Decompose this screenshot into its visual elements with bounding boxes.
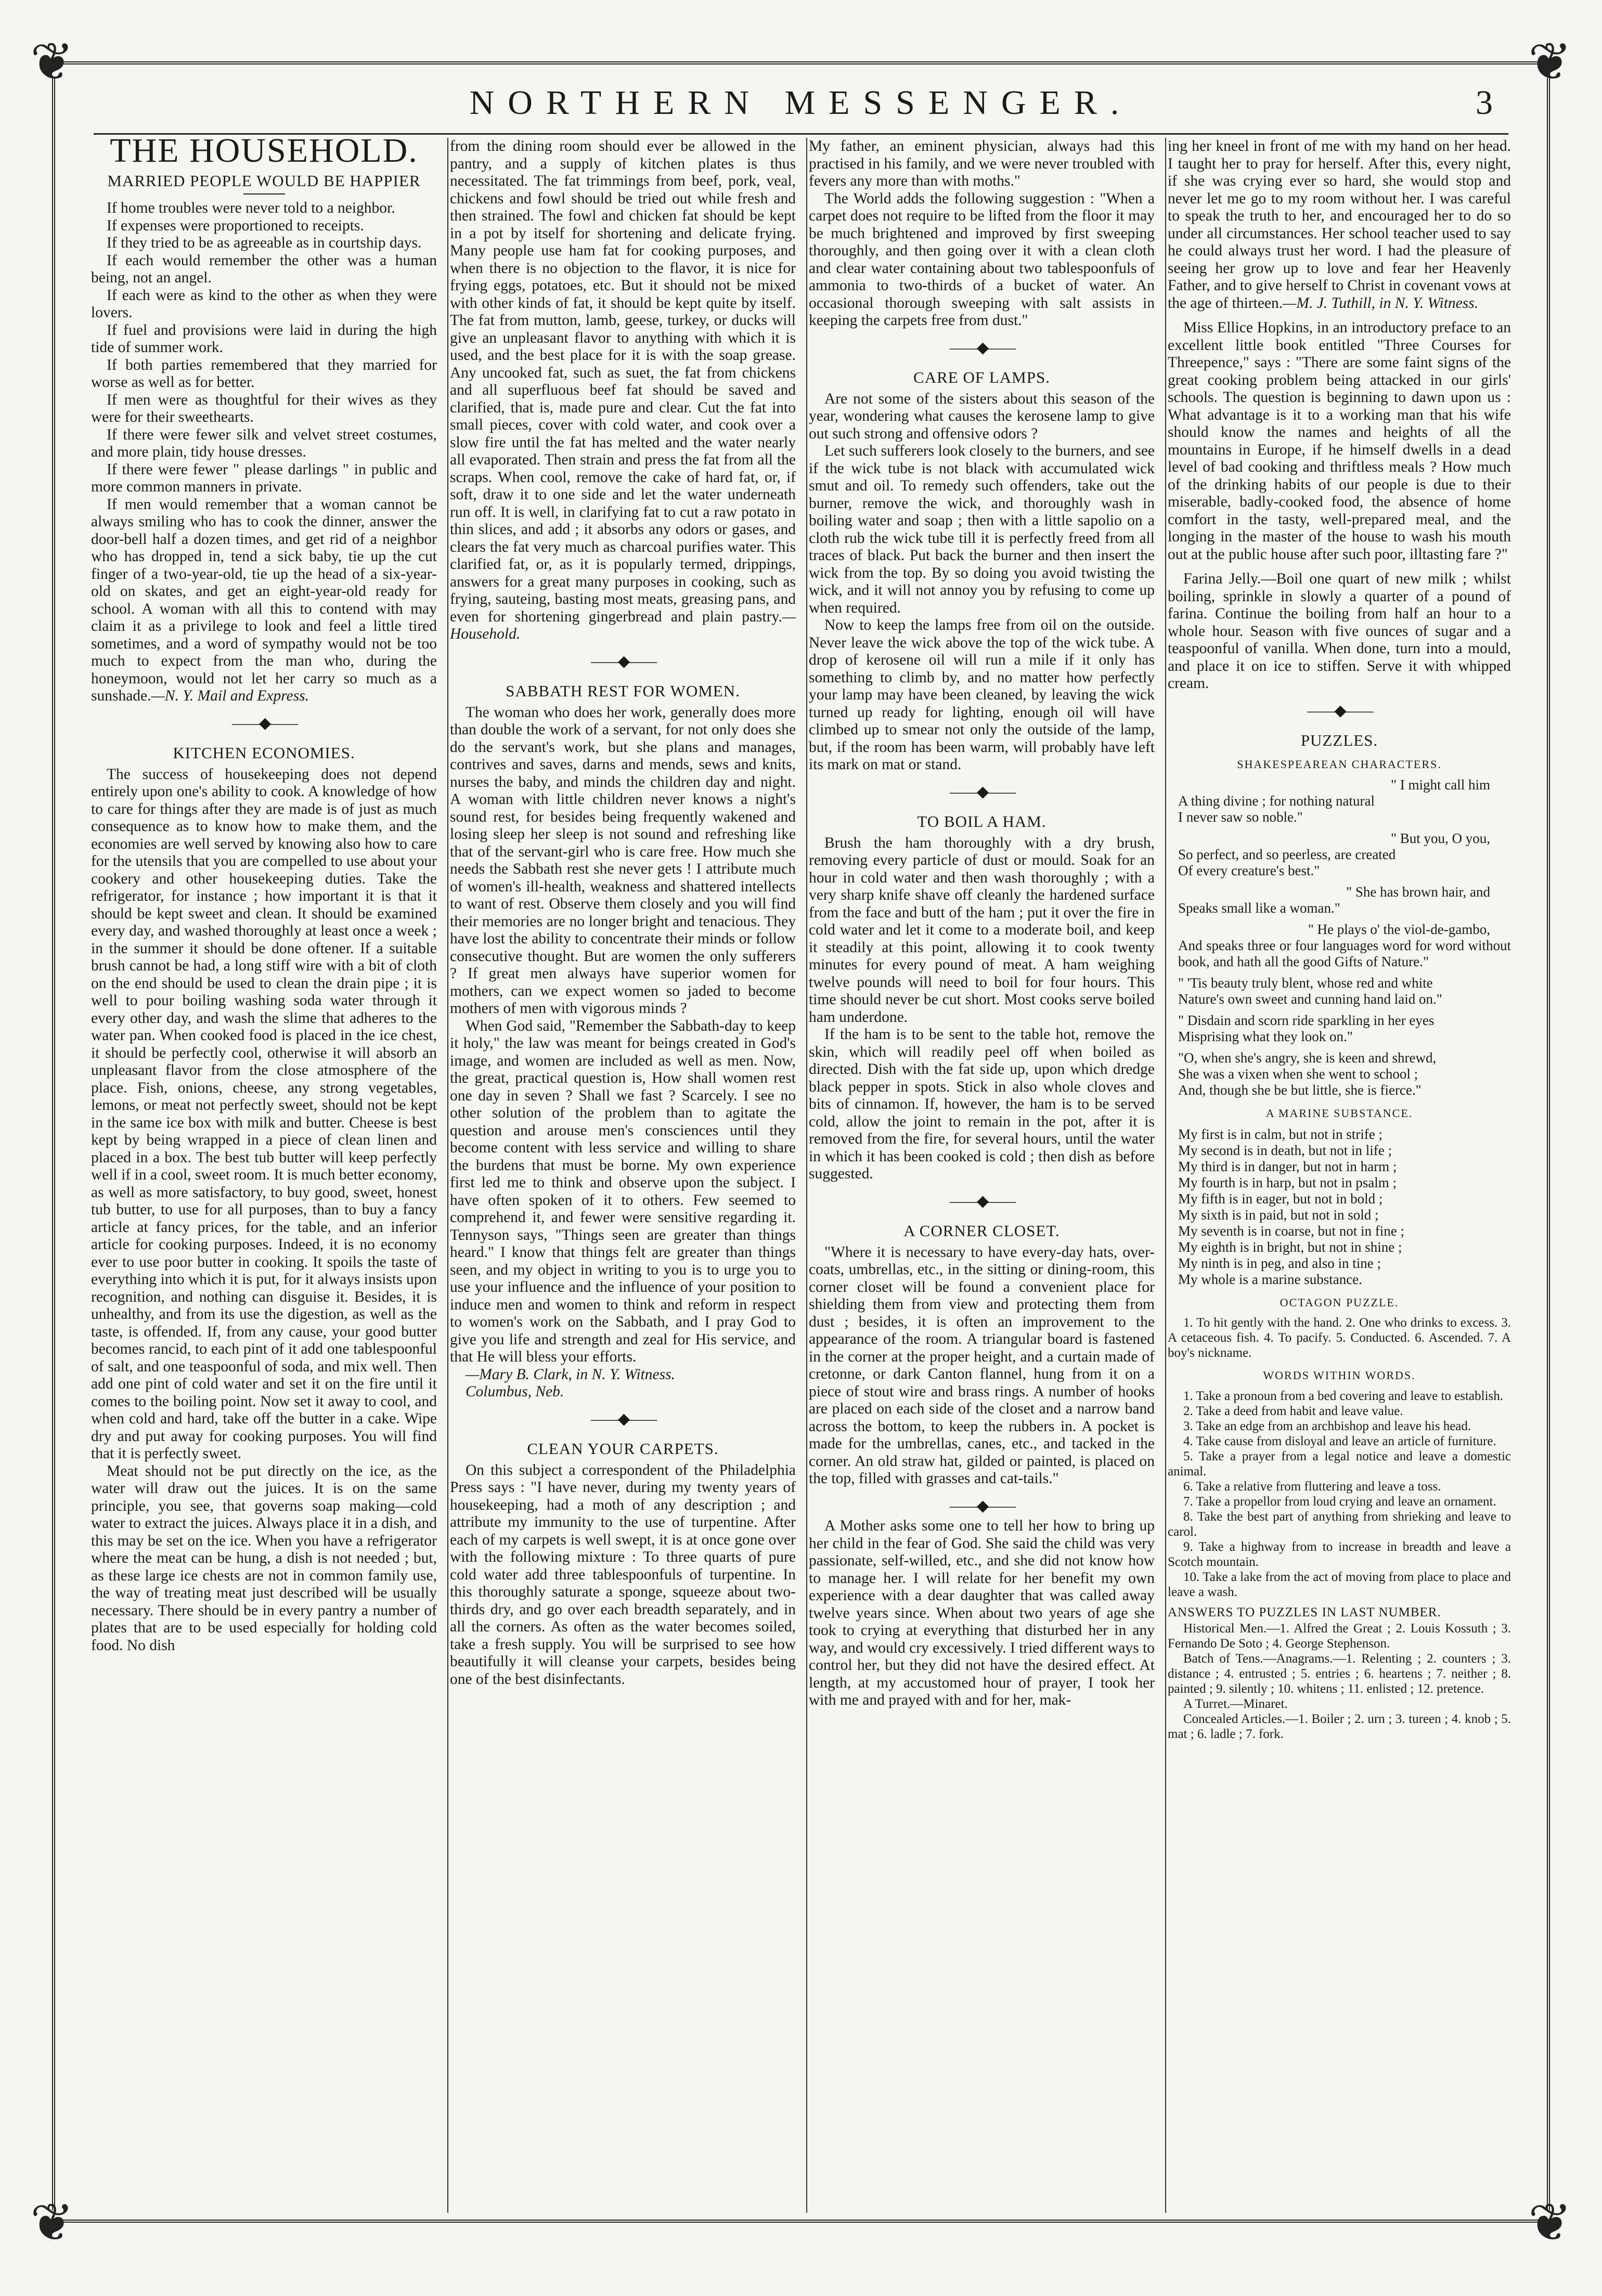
paragraph (450, 138, 796, 643)
verse-line: She was a vixen when she went to school ; (1178, 1066, 1418, 1082)
puzzle-item: 4. Take cause from disloyal and leave an article of furniture. (1183, 1434, 1496, 1448)
verse-line: And speaks three or four languages word for word without book, and hath all the good Gifts of Nature." (1178, 938, 1511, 969)
puzzle-heading: SHAKESPEAREAN CHARACTERS. (1237, 757, 1442, 771)
puzzle-item: 6. Take a relative from fluttering and leave a toss. (1183, 1479, 1441, 1494)
paragraph: Brush the ham thoroughly with a dry brush, removing every particle of dust or mould. Soak for an hour in cold water and then wash thoroughly ; with a very sharp knife shave off cleanly the hardened surface from the face and butt of the ham ; put it over the fire in cold water and let it come to a moderate boil, and keep it steadily at this point, allowing it to cook twenty minutes for every pound of meat. A ham weighing twelve pounds will need to boil for four hours. This time should never be cut short. Most cooks serve boiled ham underdone. (809, 834, 1155, 1026)
puzzle-item: 5. Take a prayer from a legal notice and leave a domestic animal. (1168, 1449, 1511, 1478)
puzzle-item: 3. Take an edge from an archbishop and leave his head. (1183, 1419, 1471, 1433)
puzzle-line: My second is in death, but not in life ; (1178, 1142, 1392, 1158)
answers-heading: ANSWERS TO PUZZLES IN LAST NUMBER. (1168, 1605, 1441, 1619)
verse (1168, 1050, 1511, 1098)
verse (1168, 831, 1511, 879)
paragraph: Miss Ellice Hopkins, in an introductory preface to an excellent little book entitled "Three Courses for Threepence," says : "There are some faint signs of the great cooking problem being attacked in our girls' schools. The question is beginning to dawn upon us : What advantage is it to a working man that his wife should know the names and heights of all the mountains in Europe, if he himself dwells in a dead level of bad cooking and thriftless meals ? How much of the drinking habits of our people is due to their miserable, badly-cooked food, the absence of home comfort in the tasty, well-prepared meal, and the longing in the master of the house to wash his mouth out at the public house after such poor, illtasting fare ?" (1168, 319, 1511, 563)
paragraph: If each were as kind to the other as when they were lovers. (91, 287, 437, 321)
column-2 (450, 138, 796, 2213)
paragraph: The woman who does her work, generally does more than double the work of a servant, for not only does she do the servant's work, but she plans and manages, contrives and saves, darns and mends, sews and knits, nurses the baby, and minds the children day and night. A woman with little children never knows a night's sound rest, for besides being frequently wakened and losing sleep her sleep is not sound and refreshing like that of the servant-girl who is care free. How much she needs the Sabbath rest she never gets ! I attribute much of women's ill-health, weakness and shattered intellects to want of rest. Observe them closely and you will find their memories are no longer bright and tenacious. They have lost the ability to concentrate their minds or follow consecutive thought. But are women the only sufferers ? If great men always have superior women for mothers, can we expect women so jaded to become mothers of men with vigorous minds ? (450, 704, 796, 1017)
verse-line: Misprising what they look on." (1178, 1029, 1353, 1044)
title-rule (243, 193, 285, 194)
paragraph: When God said, "Remember the Sabbath-day to keep it holy," the law was meant for beings created in God's image, and women are included as well as men. Now, the great, practical question is, How shall women rest one day in seven ? Shall we fast ? Scarcely. I see no other solution of the problem than to agitate the question and arouse men's consciences until they become content with less service and willing to share the burdens that must be borne. My own experience first led me to think and observe upon the subject. I have often spoken of it to others. Few seemed to comprehend it, and fewer were sensitive regarding it. Tennyson says, "Things seen are greater than things heard." I know that things felt are greater than things seen, and my object in writing to you is to urge you to use your influence and the influence of your position to induce men and women to think and reform in respect to women's work on the Sabbath, and I pray God to give you life and strength and zeal for His service, and that He will bless your efforts. (450, 1017, 796, 1365)
article-body-married-people (91, 200, 437, 705)
puzzle-line: My fifth is in eager, but not in bold ; (1178, 1190, 1383, 1207)
column-3 (809, 138, 1155, 2213)
paragraph: If fuel and provisions were laid in during the high tide of summer work. (91, 321, 437, 356)
verse (1168, 1013, 1511, 1045)
verse (1168, 975, 1511, 1007)
separator-ornament-icon: ——◆—— (949, 339, 1014, 356)
masthead (94, 73, 1508, 130)
puzzle-item: 9. Take a highway from to increase in breadth and leave a Scotch mountain. (1168, 1539, 1511, 1569)
article-title-clean-carpets: CLEAN YOUR CARPETS. (527, 1439, 719, 1458)
verse-line: So perfect, and so peerless, are created (1178, 847, 1396, 862)
article-title-boil-ham: TO BOIL A HAM. (917, 812, 1047, 831)
puzzle-line: My seventh is in coarse, but not in fine ; (1178, 1223, 1404, 1239)
top-border (47, 61, 1555, 64)
article-title-sabbath-rest: SABBATH REST FOR WOMEN. (506, 682, 740, 700)
attribution: —N. Y. Mail and Express. (151, 687, 309, 704)
puzzle-item: 1. Take a pronoun from a bed covering and leave to establish. (1183, 1389, 1503, 1403)
puzzles-title: PUZZLES. (1300, 731, 1378, 749)
puzzle-text: 1. To hit gently with the hand. 2. One who drinks to excess. 3. A cetaceous fish. 4. To pacify. 5. Conducted. 6. Ascended. 7. A boy's nickname. (1168, 1316, 1511, 1360)
corner-ornament-icon: ❦ (1528, 33, 1572, 91)
puzzle-line: My first is in calm, but not in strife ; (1178, 1126, 1383, 1142)
verse-line: Speaks small like a woman." (1178, 900, 1340, 916)
right-border (1547, 78, 1550, 2210)
corner-ornament-icon: ❦ (30, 33, 74, 91)
paragraph: If expenses were proportioned to receipts. (107, 217, 364, 234)
paragraph: If there were fewer " please darlings " in public and more common manners in private. (91, 461, 437, 495)
puzzle-item: 7. Take a propellor from loud crying and leave an ornament. (1183, 1494, 1496, 1509)
paragraph: On this subject a correspondent of the Philadelphia Press says : "I have never, during my twenty years of housekeeping, had a moth of any description ; and attribute my immunity to the use of turpentine. After each of my carpets is well swept, it is at once gone over with the following mixture : To three quarts of pure cold water add three tablespoonfuls of turpentine. In this thoroughly saturate a sponge, squeeze about two-thirds dry, and go over each breadth separately, and in all the corners. As often as the water becomes soiled, take a fresh supply. You will be surprised to see how beautifully it will cleanse your carpets, besides being one of the best disinfectants. (450, 1461, 796, 1688)
separator-ornament-icon: ——◆—— (590, 1410, 655, 1428)
article-title-married-people: MARRIED PEOPLE WOULD BE HAPPIER (107, 171, 421, 190)
paragraph (1168, 138, 1511, 312)
puzzle-item: 10. Take a lake from the act of moving from place to place and leave a wash. (1168, 1569, 1511, 1599)
puzzle-line: My third is in danger, but not in harm ; (1178, 1158, 1397, 1174)
column-4 (1168, 138, 1511, 2213)
verse-line: Of every creature's best." (1178, 863, 1320, 878)
corner-ornament-icon: ❦ (1528, 2194, 1572, 2252)
separator-ornament-icon: ——◆—— (1307, 702, 1372, 719)
paragraph-text: If men would remember that a woman cannot be always smiling who has to cook the dinner, answer the door-bell half a dozen times, and get rid of a neighbor who has dropped in, tend a sick baby, tie up the cut finger of a two-year-old, tie up the head of a six-year-old on skates, and get an eight-year-old ready for school. A woman with all this to contend with may claim it as a privilege to look and feel a little tired sometimes, and a word of sympathy would not be too much to expect from the man who, during the honeymoon, would not let her carry so much as a sunshade. (91, 496, 437, 704)
puzzle-line: My eighth is in bright, but not in shine ; (1178, 1239, 1402, 1255)
paragraph: A Mother asks some one to tell her how to bring up her child in the fear of God. She said the child was very passionate, self-willed, etc., and she did not know how to manage her. I will relate for her benefit my own experience with a dear daughter that was called away twelve years since. When about two years of age she took to crying at everything that disturbed her in any way, and would cry excessively. I tried different ways to control her, but they did not have the desired effect. At length, at my accustomed hour of prayer, I took her with me and prayed with and for her, mak- (809, 1517, 1155, 1708)
paragraph (91, 496, 437, 705)
separator-ornament-icon: ——◆—— (949, 1192, 1014, 1210)
separator-ornament-icon: ——◆—— (949, 1497, 1014, 1514)
paragraph: Are not some of the sisters about this season of the year, wondering what causes the kerosene lamp to give out such strong and offensive odors ? (809, 390, 1155, 442)
verse-line: I never saw so noble." (1178, 809, 1303, 825)
paragraph: If they tried to be as agreeable as in courtship days. (107, 235, 422, 251)
separator-ornament-icon: ——◆—— (590, 652, 655, 670)
puzzle-heading: A MARINE SUBSTANCE. (1265, 1107, 1413, 1120)
article-title-corner-closet: A CORNER CLOSET. (903, 1222, 1060, 1240)
verse-line: " He plays o' the viol-de-gambo, (1308, 922, 1490, 937)
page-number: 3 (1476, 84, 1493, 122)
paragraph: If home troubles were never told to a neighbor. (107, 200, 395, 216)
article-title-care-of-lamps: CARE OF LAMPS. (913, 368, 1050, 386)
puzzle-line: My ninth is in peg, and also in tine ; (1178, 1255, 1381, 1271)
puzzle-heading: OCTAGON PUZZLE. (1280, 1295, 1399, 1309)
masthead-title: NORTHERN MESSENGER. (469, 84, 1133, 122)
answer-item: Batch of Tens.—Anagrams.—1. Relenting ; 2. counters ; 3. distance ; 4. entrusted ; 5. entries ; 6. heartens ; 7. neither ; 8. painted ; 9. silently ; 10. whitens ; 11. enlisted ; 12. pretence. (1168, 1652, 1511, 1696)
attribution: —Mary B. Clark, in N. Y. Witness. (466, 1366, 675, 1383)
paragraph: Let such sufferers look closely to the burners, and see if the wick tube is not black with accumulated wick smut and oil. To remedy such offenders, take out the burner, remove the wick, and thoroughly wash in boiling water and soap ; then with a little sapolio on a cloth rub the wick tube till it is perfectly freed from all traces of black. Put back the burner and then insert the wick from the top. By so doing you avoid twisting the wick, and it will not annoy you by refusing to come up when required. (809, 443, 1155, 616)
paragraph-text: ing her kneel in front of me with my hand on her head. I taught her to pray for herself. After this, every night, if she was crying ever so hard, she would stop and never let me go to my room without her. I was careful to speak the truth to her, and encouraged her to do so under all circumstances. Her school teacher used to say he could always trust her word. I had the pleasure of seeing her grow up to love and fear her Heavenly Father, and to give herself to Christ in covenant vows at the age of thirteen. (1168, 138, 1511, 312)
verse-line: Nature's own sweet and cunning hand laid on." (1178, 991, 1442, 1007)
paragraph: My father, an eminent physician, always had this practised in his family, and we were never troubled with fevers any more than with moths." (809, 138, 1155, 189)
attribution: —Household. (450, 608, 796, 642)
answer-item: Historical Men.—1. Alfred the Great ; 2. Louis Kossuth ; 3. Fernando De Soto ; 4. George Stephenson. (1168, 1622, 1511, 1651)
verse-line: A thing divine ; for nothing natural (1178, 793, 1375, 809)
verse-line: " She has brown hair, and (1346, 884, 1490, 900)
paragraph: If the ham is to be sent to the table hot, remove the skin, which will readily peel off when boiled as directed. Dish with the fat side up, upon which dredge black pepper in spots. Stick in also whole cloves and bits of cinnamon. If, however, the ham is to be served cold, allow the joint to remain in the pot, after it is removed from the fire, for several hours, until the water in which it has been cooked is cold ; then dish as before suggested. (809, 1026, 1155, 1182)
bottom-border (47, 2220, 1555, 2223)
verse-line: And, though she be but little, she is fierce." (1178, 1082, 1422, 1098)
paragraph: If both parties remembered that they married for worse as well as for better. (91, 356, 437, 391)
article-title-kitchen-economies: KITCHEN ECONOMIES. (173, 744, 355, 762)
puzzle-line: My sixth is in paid, but not in sold ; (1178, 1207, 1379, 1223)
left-border (52, 78, 55, 2210)
paragraph: Farina Jelly.—Boil one quart of new milk ; whilst boiling, sprinkle in slowly a quarter of a pound of farina. Continue the boiling from half an hour to a whole hour. Season with five ounces of sugar and a teaspoonful of vanilla. When done, turn into a mould, and place it on ice to stiffen. Serve it with whipped cream. (1168, 570, 1511, 692)
verse-line: " Disdain and scorn ride sparkling in her eyes (1178, 1013, 1435, 1028)
verse-line: "O, when she's angry, she is keen and shrewd, (1178, 1050, 1437, 1066)
answer-item: Concealed Articles.—1. Boiler ; 2. urn ; 3. tureen ; 4. knob ; 5. mat ; 6. ladle ; 7. fork. (1168, 1712, 1511, 1741)
paragraph: If each would remember the other was a human being, not an angel. (91, 252, 437, 286)
puzzle-item: 2. Take a deed from habit and leave value. (1183, 1404, 1403, 1418)
verse (1168, 884, 1511, 916)
column-1 (91, 138, 437, 2213)
puzzle-heading: WORDS WITHIN WORDS. (1263, 1369, 1416, 1382)
puzzle-line: My whole is a marine substance. (1178, 1271, 1362, 1287)
verse (1168, 922, 1511, 970)
page-columns (91, 138, 1511, 2213)
verse (1168, 777, 1511, 825)
section-title: THE HOUSEHOLD. (110, 138, 418, 170)
paragraph: Meat should not be put directly on the ice, as the water will draw out the juices. It is on the same principle, you see, that governs soap making—cold water to extract the juices. Always place it in a dish, and this may be set on the ice. When you have a refrigerator where the meat can be hung, a dish is not needed ; but, as these large ice chests are not in common family use, the way of treating meat just described will be usually necessary. There should be in every pantry a number of plates that are to be used especially for holding cold food. No dish (91, 1462, 437, 1654)
verse-line: " 'Tis beauty truly blent, whose red and white (1178, 975, 1433, 991)
attribution-place: Columbus, Neb. (466, 1383, 564, 1400)
paragraph: "Where it is necessary to have every-day hats, over-coats, umbrellas, etc., in the sitting or dining-room, this corner closet will be found a convenient place for shielding them from view and protecting them from dust ; besides, it is often an improvement to the appearance of the room. A triangular board is fastened in the corner at the proper height, and a curtain made of cretonne, or dark Canton flannel, hung from it on a piece of stout wire and brass rings. A number of hooks are placed on each side of the closet and a narrow band across the bottom, to keep the rubbers in. A pocket is made for the umbrellas, canes, etc., and tacked in the corner. An old straw hat, gilded or painted, is placed on the top, filled with grasses and cat-tails." (809, 1243, 1155, 1487)
puzzle-line: My fourth is in harp, but not in psalm ; (1178, 1174, 1397, 1190)
marine-puzzle (1168, 1126, 1511, 1288)
paragraph: The success of housekeeping does not depend entirely upon one's ability to cook. A knowledge of how to care for things after they are made is of just as much consequence as to know how to make them, and the economies are well served by knowing also how to care for the utensils that you are compelled to use about your cookery and other housekeeping duties. Take the refrigerator, for instance ; how important it is that it should be kept sweet and clean. It should be examined every day, and washed thoroughly at least once a week ; in the summer it should be done oftener. If a suitable brush cannot be had, a long stiff wire with a bit of cloth on the end should be used to clean the drain pipe ; it is well to pour boiling washing soda water through it every other day, and wash the slime that adheres to the water pan. When cooked food is placed in the ice chest, it should be perfectly cool, otherwise it will absorb an unpleasant flavor from the close atmosphere of the place. Fish, onions, cheese, any strong vegetables, lemons, or meat not perfectly sweet, should not be kept in the same ice box with milk and butter. Cheese is best kept by being wrapped in a piece of clean linen and placed in a box. The best tub butter will keep perfectly well if in a cool, sweet room. It is much better economy, as well as more satisfactory, to buy good, sweet, honest tub butter, to use for all purposes, than to buy a fancy article at fancy prices, for the table, and an inferior article for cooking purposes. Indeed, it is no economy ever to use poor butter in cooking. It spoils the taste of everything into which it is put, for it always insists upon recognition, and nothing can disguise it. Besides, it is unhealthy, and from its use the digestion, as well as the taste, is offended. If, from any cause, your good butter becomes rancid, to each pint of it add one tablespoonful of salt, and one teaspoonful of soda, and mix well. Then add one pint of cold water and set it on the fire until it comes to the boiling point. Now set it away to cool, and when cold and hard, take off the butter in a cake. Wipe dry and put away for cooking purposes. You will find that it is perfectly sweet. (91, 766, 437, 1462)
paragraph: The World adds the following suggestion : "When a carpet does not require to be lifted from the floor it may be much brightened and improved by first sweeping thoroughly, and then going over it with a clean cloth and clear water containing about two tablespoonfuls of ammonia to two-thirds of a bucket of water. An occasional thorough sweeping with salt assists in keeping the carpets free from dust." (809, 190, 1155, 329)
puzzle-item: 8. Take the best part of anything from shrieking and leave to carol. (1168, 1509, 1511, 1539)
corner-ornament-icon: ❦ (30, 2194, 74, 2252)
paragraph: If men were as thoughtful for their wives as they were for their sweethearts. (91, 391, 437, 425)
paragraph: Now to keep the lamps free from oil on the outside. Never leave the wick above the top of the wick tube. A drop of kerosene oil will run a mile if it only has something to climb by, and no matter how perfectly your lamp may have been cleaned, by leaving the wick turned up ready for lighting, enough oil will have climbed up to smear not only the outside of the lamp, but, if the room has been warm, will probably have left its mark on mat or stand. (809, 617, 1155, 773)
separator-ornament-icon: ——◆—— (949, 783, 1014, 800)
separator-ornament-icon: ——◆—— (231, 714, 296, 732)
answer-item: A Turret.—Minaret. (1183, 1697, 1288, 1711)
verse-line: " I might call him (1391, 777, 1490, 793)
attribution: —M. J. Tuthill, in N. Y. Witness. (1283, 294, 1479, 312)
verse-line: " But you, O you, (1390, 831, 1490, 846)
paragraph-text: from the dining room should ever be allowed in the pantry, and a supply of kitchen plates is thus necessitated. The fat trimmings from beef, pork, veal, chickens and fowl should be tried out while fresh and then strained. The fowl and chicken fat should be kept in a pot by itself for shortening and delicate frying. Many people use ham fat for cooking purposes, and when there is no objection to the flavor, it is nice for frying eggs, potatoes, etc. But it should not be mixed with other kinds of fat, it should be kept quite by itself. The fat from mutton, lamb, geese, turkey, or ducks will give an unpleasant flavor to anything with which it is used, and the best place for it is with the soap grease. Any uncooked fat, such as suet, the fat from chickens and all superfluous beef fat should be saved and clarified, that is, made pure and clear. Cut the fat into small pieces, cover with cold water, and cook over a slow fire until the fat has melted and the water nearly all evaporated. Then strain and press the fat from all the scraps. When cool, remove the cake of hard fat, or, if soft, draw it to one side and let the water underneath run off. It is well, in clarifying fat to cut a raw potato in thin slices, and add ; it absorbs any odors or gases, and clears the fat very much as charcoal purifies water. This clarified fat, or, as it is popularly termed, drippings, answers for a great many purposes in cooking, such as frying, sauteing, basting most meats, greasing pans, and even for shortening gingerbread and plain pastry. (450, 138, 796, 625)
masthead-rule (94, 133, 1508, 135)
paragraph: If there were fewer silk and velvet street costumes, and more plain, tidy house dresses. (91, 426, 437, 460)
